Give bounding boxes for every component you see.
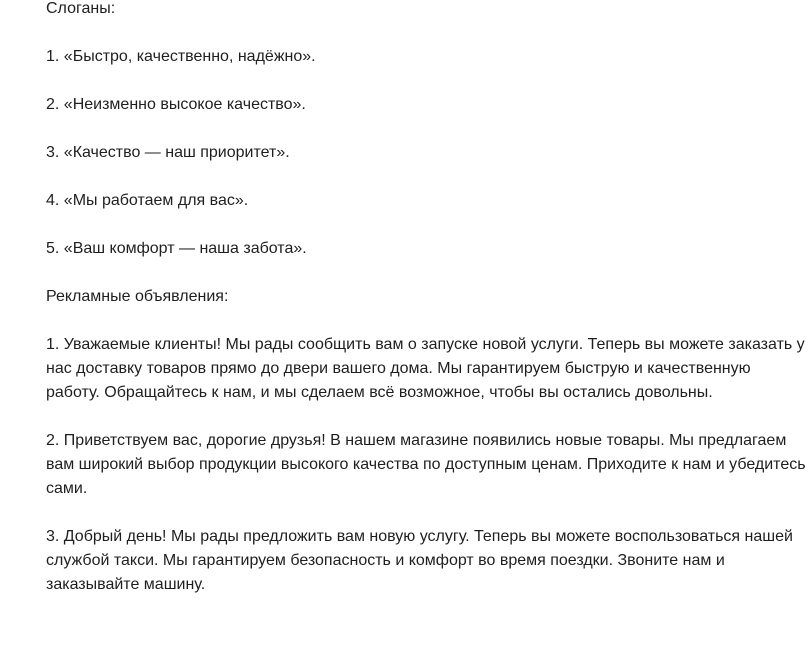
slogan-item: 4. «Мы работаем для вас».: [46, 192, 249, 209]
ad-item: 2. Приветствуем вас, дорогие друзья! В нашем магазине появились новые товары. Мы предлагаем вам широкий выбор продукции высокого качества по доступным ценам. Приходите к нам и убедитесь сами.: [46, 432, 806, 497]
ads-heading: Рекламные объявления:: [46, 288, 229, 305]
ad-item: 1. Уважаемые клиенты! Мы рады сообщить вам о запуске новой услуги. Теперь вы можете заказать у нас доставку товаров прямо до двери вашего дома. Мы гарантируем быструю и качественную работу. Обращайтесь к нам, и мы сделаем всё возможное, чтобы вы остались довольны.: [46, 336, 805, 401]
ads-list: [46, 333, 806, 597]
document-body: [46, 0, 806, 597]
slogan-item: 1. «Быстро, качественно, надёжно».: [46, 48, 316, 65]
slogan-item: 3. «Качество — наш приоритет».: [46, 144, 290, 161]
slogan-item: 5. «Ваш комфорт — наша забота».: [46, 240, 307, 257]
slogans-heading: Слоганы:: [46, 0, 116, 17]
ad-item: 3. Добрый день! Мы рады предложить вам новую услугу. Теперь вы можете воспользоваться нашей службой такси. Мы гарантируем безопасность и комфорт во время поездки. Звоните нам и заказывайте машину.: [46, 528, 793, 593]
slogans-list: [46, 45, 806, 261]
slogan-item: 2. «Неизменно высокое качество».: [46, 96, 306, 113]
